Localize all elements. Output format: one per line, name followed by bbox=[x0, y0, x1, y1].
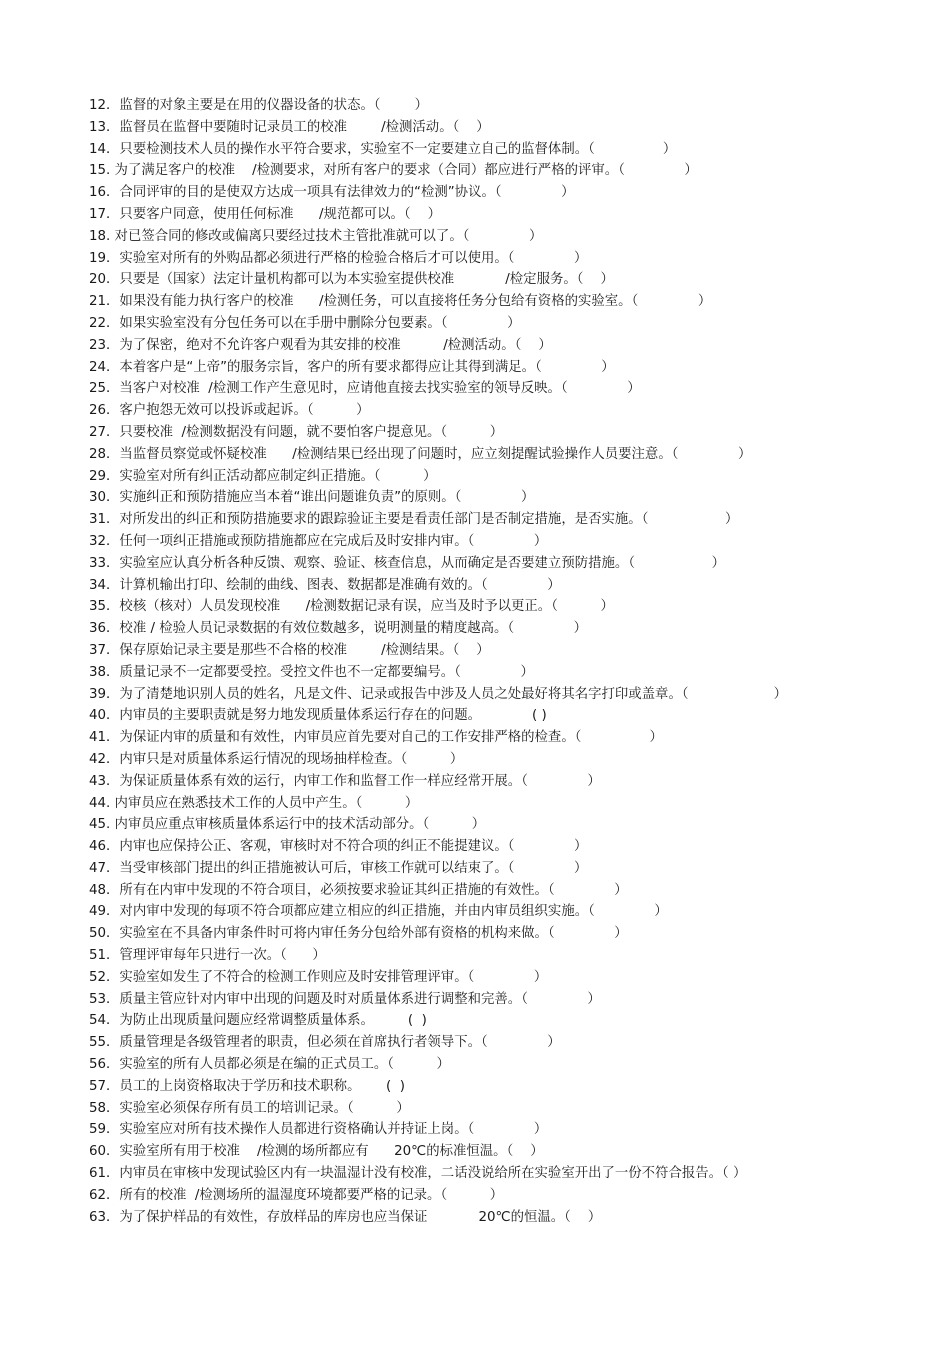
question-32: 32．任何一项纠正措施或预防措施都应在完成后及时安排内审。（ ） bbox=[89, 533, 548, 549]
question-63: 63．为了保护样品的有效性，存放样品的库房也应当保证 20℃的恒温。（ ） bbox=[89, 1209, 602, 1225]
question-28: 28．当监督员察觉或怀疑校准 /检测结果已经出现了问题时，应立刻提醒试验操作人员要注意。（ ） bbox=[89, 446, 752, 462]
question-23: 23．为了保密，绝对不允许客户观看为其安排的校准 /检测活动。（ ） bbox=[89, 337, 552, 353]
question-62: 62．所有的校准 /检测场所的温湿度环境都要严格的记录。（ ） bbox=[89, 1187, 504, 1203]
question-36: 36．校准 / 检验人员记录数据的有效位数越多，说明测量的精度越高。（ ） bbox=[89, 621, 588, 637]
question-46: 46．内审也应保持公正、客观，审核时对不符合项的纠正不能提建议。（ ） bbox=[89, 839, 588, 855]
question-39: 39．为了清楚地识别人员的姓名，凡是文件、记录或报告中涉及人员之处最好将其名字打印或盖章。（ ） bbox=[89, 686, 788, 702]
question-20: 20．只要是（国家）法定计量机构都可以为本实验室提供校准 /检定服务。（ ） bbox=[89, 272, 614, 288]
question-42: 42．内审只是对质量体系运行情况的现场抽样检查。（ ） bbox=[89, 751, 464, 767]
question-34: 34．计算机输出打印、绘制的曲线、图表、数据都是准确有效的。（ ） bbox=[89, 577, 561, 593]
question-50: 50．实验室在不具备内审条件时可将内审任务分包给外部有资格的机构来做。（ ） bbox=[89, 926, 628, 942]
question-35: 35．校核（核对）人员发现校准 /检测数据记录有误，应当及时予以更正。（ ） bbox=[89, 599, 614, 615]
question-55: 55．质量管理是各级管理者的职责，但必须在首席执行者领导下。（ ） bbox=[89, 1035, 561, 1051]
question-22: 22．如果实验室没有分包任务可以在手册中删除分包要素。（ ） bbox=[89, 315, 521, 331]
question-56: 56．实验室的所有人员都必须是在编的正式员工。（ ） bbox=[89, 1057, 450, 1073]
question-18: 18. 对已签合同的修改或偏离只要经过技术主管批准就可以了。（ ） bbox=[89, 228, 543, 244]
question-40: 40．内审员的主要职责就是努力地发现质量体系运行存在的问题。 ( ) bbox=[89, 708, 547, 724]
question-51: 51．管理评审每年只进行一次。（ ） bbox=[89, 948, 326, 964]
question-37: 37．保存原始记录主要是那些不合格的校准 /检测结果。（ ） bbox=[89, 642, 490, 658]
question-53: 53．质量主管应针对内审中出现的问题及时对质量体系进行调整和完善。（ ） bbox=[89, 991, 601, 1007]
question-25: 25．当客户对校准 /检测工作产生意见时，应请他直接去找实验室的领导反映。（ ） bbox=[89, 381, 641, 397]
question-13: 13．监督员在监督中要随时记录员工的校准 /检测活动。（ ） bbox=[89, 119, 490, 135]
question-19: 19．实验室对所有的外购品都必须进行严格的检验合格后才可以使用。（ ） bbox=[89, 250, 588, 266]
question-41: 41．为保证内审的质量和有效性，内审员应首先要对自己的工作安排严格的检查。（ ） bbox=[89, 730, 663, 746]
question-15: 15. 为了满足客户的校准 /检测要求，对所有客户的要求（合同）都应进行严格的评审。（ ） bbox=[89, 163, 698, 179]
question-48: 48．所有在内审中发现的不符合项目，必须按要求验证其纠正措施的有效性。（ ） bbox=[89, 882, 628, 898]
question-38: 38．质量记录不一定都要受控。受控文件也不一定都要编号。（ ） bbox=[89, 664, 534, 680]
question-list bbox=[89, 95, 879, 1228]
question-12: 12．监督的对象主要是在用的仪器设备的状态。（ ） bbox=[89, 98, 428, 113]
question-29: 29．实验室对所有纠正活动都应制定纠正措施。（ ） bbox=[89, 468, 437, 484]
question-31: 31．对所发出的纠正和预防措施要求的跟踪验证主要是看责任部门是否制定措施，是否实施。（ ） bbox=[89, 512, 739, 528]
question-14: 14．只要检测技术人员的操作水平符合要求，实验室不一定要建立自己的监督体制。（ ） bbox=[89, 141, 677, 157]
question-60: 60．实验室所有用于校准 /检测的场所都应有 20℃的标准恒温。（ ） bbox=[89, 1144, 544, 1160]
question-43: 43．为保证质量体系有效的运行，内审工作和监督工作一样应经常开展。（ ） bbox=[89, 773, 601, 789]
question-57: 57．员工的上岗资格取决于学历和技术职称。 ( ) bbox=[89, 1078, 405, 1094]
question-24: 24．本着客户是“上帝”的服务宗旨，客户的所有要求都得应让其得到满足。（ ） bbox=[89, 359, 615, 375]
question-61: 61．内审员在审核中发现试验区内有一块温湿计没有校准，二话没说给所在实验室开出了一份不符合报告。（ ） bbox=[89, 1166, 747, 1182]
question-59: 59．实验室应对所有技术操作人员都进行资格确认并持证上岗。（ ） bbox=[89, 1122, 548, 1138]
question-44: 44. 内审员应在熟悉技术工作的人员中产生。（ ） bbox=[89, 795, 419, 811]
question-33: 33．实验室应认真分析各种反馈、观察、验证、核查信息，从而确定是否要建立预防措施。（ ） bbox=[89, 555, 725, 571]
question-30: 30．实施纠正和预防措施应当本着“谁出问题谁负责”的原则。（ ） bbox=[89, 490, 535, 506]
question-58: 58．实验室必须保存所有员工的培训记录。（ ） bbox=[89, 1100, 410, 1116]
question-52: 52．实验室如发生了不符合的检测工作则应及时安排管理评审。（ ） bbox=[89, 969, 548, 985]
question-49: 49．对内审中发现的每项不符合项都应建立相应的纠正措施，并由内审员组织实施。（ ） bbox=[89, 904, 668, 920]
question-27: 27．只要校准 /检测数据没有问题，就不要怕客户提意见。（ ） bbox=[89, 424, 504, 440]
question-26: 26．客户抱怨无效可以投诉或起诉。（ ） bbox=[89, 403, 370, 419]
question-17: 17．只要客户同意，使用任何标准 /规范都可以。（ ） bbox=[89, 206, 442, 222]
question-47: 47．当受审核部门提出的纠正措施被认可后，审核工作就可以结束了。（ ） bbox=[89, 860, 588, 876]
question-45: 45. 内审员应重点审核质量体系运行中的技术活动部分。（ ） bbox=[89, 817, 486, 833]
question-54: 54．为防止出现质量问题应经常调整质量体系。 ( ) bbox=[89, 1013, 427, 1029]
question-16: 16．合同评审的目的是使双方达成一项具有法律效力的“检测”协议。（ ） bbox=[89, 185, 575, 201]
question-21: 21．如果没有能力执行客户的校准 /检测任务，可以直接将任务分包给有资格的实验室。（ ） bbox=[89, 294, 712, 310]
